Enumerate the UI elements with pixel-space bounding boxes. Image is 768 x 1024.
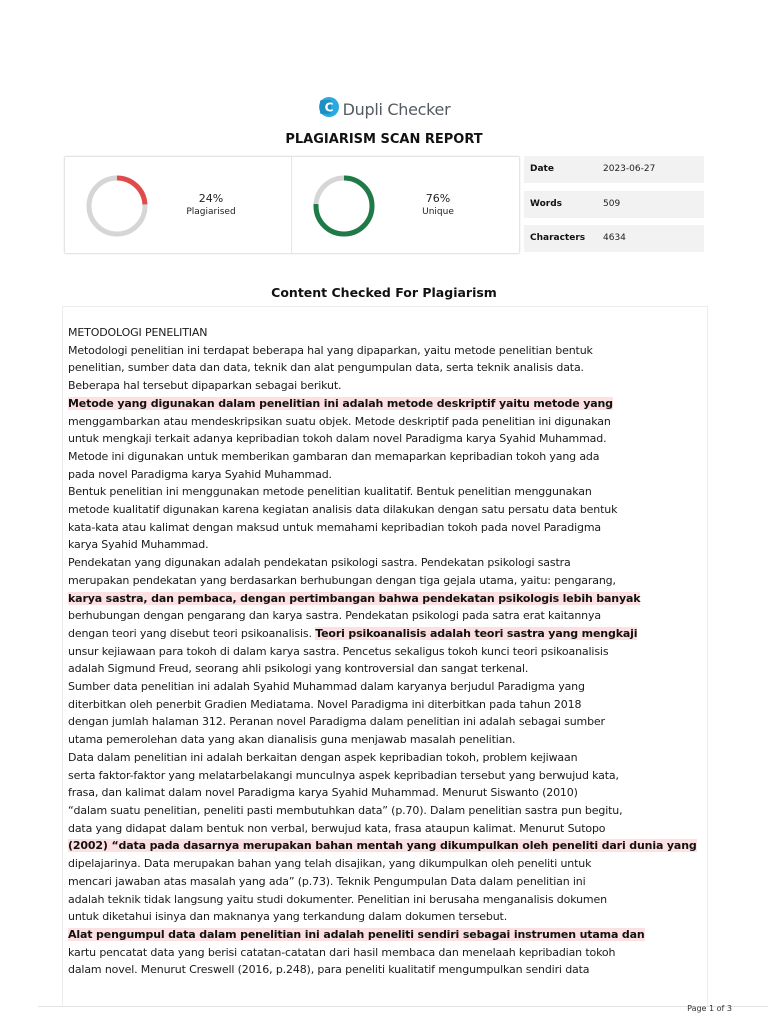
content-line [68, 607, 702, 625]
content-line [68, 572, 702, 590]
content-line [68, 448, 702, 466]
meta-value: 4634 [603, 233, 626, 243]
plagiarised-donut-chart [85, 174, 149, 238]
content-line [68, 359, 702, 377]
content-text-segment: karya Syahid Muhammad. [68, 538, 209, 552]
content-text-segment: serta faktor-faktor yang melatarbelakangi munculnya aspek kepribadian tersebut yang berwujud kata, [68, 768, 619, 782]
content-text-segment: Bentuk penelitian ini menggunakan metode penelitian kualitatif. Bentuk penelitian menggunakan [68, 485, 592, 499]
plagiarised-highlight: karya sastra, dan pembaca, dengan pertimbangan bahwa pendekatan psikologis lebih banyak [68, 591, 641, 605]
content-title: Content Checked For Plagiarism [271, 285, 497, 300]
content-line [68, 820, 702, 838]
unique-percent: 76% [425, 192, 451, 205]
content-text-segment: unsur kejiawaan para tokoh di dalam karya sastra. Pencetus sekaligus tokoh kunci teori psikoanalisis [68, 644, 609, 658]
logo-text: Dupli Checker [342, 99, 451, 119]
meta-value: 509 [603, 199, 621, 209]
plagiarised-label: Plagiarised [186, 207, 236, 217]
content-text-segment: penelitian, sumber data dan data, teknik dan alat pengumpulan data, serta teknik analisis data. [68, 361, 584, 375]
report-title: PLAGIARISM SCAN REPORT [285, 132, 483, 147]
content-text-segment: dengan teori yang disebut teori psikoanalisis. [68, 626, 316, 640]
content-text-segment: untuk diketahui isinya dan maknanya yang terkandung dalam dokumen tersebut. [68, 910, 508, 924]
content-line [68, 855, 702, 873]
meta-value: 2023-06-27 [603, 164, 656, 174]
content-line [68, 944, 702, 962]
content-text-segment: untuk mengkaji terkait adanya kepribadian tokoh dalam novel Paradigma karya Syahid Muhammad. [68, 432, 607, 446]
content-line [68, 873, 702, 891]
content-line [68, 501, 702, 519]
unique-stat [292, 157, 518, 253]
content-line [68, 324, 702, 342]
content-text-segment: mencari jawaban atas masalah yang ada” (p.73). Teknik Pengumpulan Data dalam penelitian ini [68, 874, 586, 888]
content-line [68, 554, 702, 572]
content-line [68, 413, 702, 431]
content-text-segment: menggambarkan atau mendeskripsikan suatu objek. Metode deskriptif pada penelitian ini digunakan [68, 414, 611, 428]
content-line [68, 961, 702, 979]
checked-content [62, 306, 708, 1007]
meta-key: Date [530, 164, 554, 174]
plagiarised-highlight: Metode yang digunakan dalam penelitian ini adalah metode deskriptif yaitu metode yang [68, 396, 613, 410]
svg-text:C: C [324, 100, 334, 115]
page-number: Page 1 of 3 [687, 1004, 732, 1013]
duplichecker-logo-icon [318, 96, 340, 122]
plagiarised-highlight: (2002) “data pada dasarnya merupakan bahan mentah yang dikumpulkan oleh peneliti dari dunia yang [68, 839, 697, 853]
content-line [68, 466, 702, 484]
content-text-segment: diterbitkan oleh penerbit Gradien Mediatama. Novel Paradigma ini diterbitkan pada tahun 2018 [68, 697, 582, 711]
footer-divider [38, 1006, 768, 1007]
content-text-segment: data yang didapat dalam bentuk non verbal, berwujud kata, frasa ataupun kalimat. Menurut Sutopo [68, 821, 606, 835]
logo [0, 96, 768, 122]
content-line [68, 784, 702, 802]
content-line [68, 837, 702, 855]
plagiarised-highlight: Teori psikoanalisis adalah teori sastra yang mengkaji [315, 626, 638, 640]
content-line [68, 926, 702, 944]
plagiarised-highlight: Alat pengumpul data dalam penelitian ini adalah peneliti sendiri sebagai instrumen utama dan [68, 927, 645, 941]
content-text [68, 324, 702, 979]
content-line [68, 625, 702, 643]
content-text-segment: Beberapa hal tersebut dipaparkan sebagai berikut. [68, 379, 342, 393]
content-text-segment: kartu pencatat data yang berisi catatan-catatan dari hasil membaca dan menelaah kepribadian tokoh [68, 945, 616, 959]
content-line [68, 483, 702, 501]
content-line [68, 430, 702, 448]
content-line [68, 377, 702, 395]
content-line [68, 678, 702, 696]
meta-row-characters [524, 225, 704, 252]
unique-donut-chart [312, 174, 376, 238]
content-text-segment: merupakan pendekatan yang berdasarkan berhubungan dengan tiga gejala utama, yaitu: pengarang, [68, 573, 616, 587]
content-text-segment: Metodologi penelitian ini terdapat beberapa hal yang dipaparkan, yaitu metode penelitian bentuk [68, 343, 593, 357]
content-text-segment: Metode ini digunakan untuk memberikan gambaran dan memaparkan kepribadian tokoh yang ada [68, 449, 600, 463]
content-line [68, 519, 702, 537]
content-line [68, 767, 702, 785]
content-line [68, 590, 702, 608]
content-line [68, 660, 702, 678]
content-line [68, 802, 702, 820]
content-text-segment: Sumber data penelitian ini adalah Syahid Muhammad dalam karyanya berjudul Paradigma yang [68, 680, 585, 694]
content-text-segment: “dalam suatu penelitian, peneliti pasti membutuhkan data” (p.70). Dalam penelitian sastra pun begitu, [68, 803, 623, 817]
meta-row-words [524, 191, 704, 218]
content-line [68, 536, 702, 554]
unique-label: Unique [422, 207, 454, 217]
plagiarised-percent: 24% [198, 192, 224, 205]
content-text-segment: METODOLOGI PENELITIAN [68, 326, 208, 339]
content-line [68, 696, 702, 714]
content-line [68, 643, 702, 661]
content-text-segment: metode kualitatif digunakan karena kegiatan analisis data dilakukan dengan satu persatu data bentuk [68, 503, 618, 517]
content-text-segment: dengan jumlah halaman 312. Peranan novel Paradigma dalam penelitian ini adalah sebagai sumber [68, 715, 605, 729]
content-text-segment: adalah Sigmund Freud, seorang ahli psikologi yang kontroversial dan sangat terkenal. [68, 662, 529, 676]
meta-row-date [524, 156, 704, 183]
content-text-segment: pada novel Paradigma karya Syahid Muhammad. [68, 467, 332, 481]
content-text-segment: adalah teknik tidak langsung yaitu studi dokumenter. Penelitian ini berusaha menganalisis dokumen [68, 892, 607, 906]
content-text-segment: kata-kata atau kalimat dengan maksud untuk memahami kepribadian tokoh pada novel Paradigma [68, 520, 601, 534]
content-line [68, 891, 702, 909]
content-text-segment: Pendekatan yang digunakan adalah pendekatan psikologi sastra. Pendekatan psikologi sastra [68, 556, 571, 570]
content-text-segment: dalam novel. Menurut Creswell (2016, p.248), para peneliti kualitatif mengumpulkan sendiri data [68, 963, 590, 977]
meta-key: Words [530, 199, 563, 209]
content-text-segment: dipelajarinya. Data merupakan bahan yang telah disajikan, yang dikumpulkan oleh peneliti untuk [68, 857, 592, 871]
plagiarism-stats [64, 156, 520, 254]
content-line [68, 908, 702, 926]
content-text-segment: berhubungan dengan pengarang dan karya sastra. Pendekatan psikologi pada satra erat kaitannya [68, 609, 601, 623]
content-text-segment: utama pemerolehan data yang akan dianalisis guna menjawab masalah penelitian. [68, 733, 516, 747]
content-line [68, 749, 702, 767]
content-line [68, 342, 702, 360]
meta-key: Characters [530, 233, 586, 243]
content-line [68, 713, 702, 731]
content-line [68, 731, 702, 749]
content-text-segment: Data dalam penelitian ini adalah berkaitan dengan aspek kepribadian tokoh, problem kejiwaan [68, 750, 578, 764]
plagiarised-stat [65, 157, 292, 253]
content-text-segment: frasa, dan kalimat dalam novel Paradigma karya Syahid Muhammad. Menurut Siswanto (2010) [68, 786, 578, 800]
content-line [68, 395, 702, 413]
